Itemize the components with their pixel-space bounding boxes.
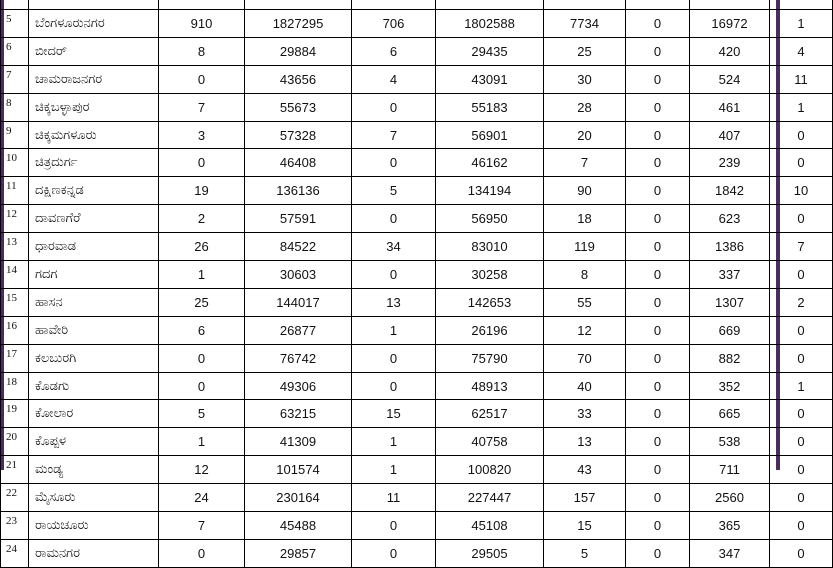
cell-district: ಕೊಡಗು — [29, 372, 159, 400]
cell-district: ರಾಮನಗರ — [29, 539, 159, 567]
cell-c2 — [245, 0, 352, 10]
cell-c4: 26196 — [436, 316, 544, 344]
cell-c3: 0 — [352, 372, 436, 400]
table-row — [1, 344, 833, 372]
cell-c3: 5 — [352, 177, 436, 205]
cell-c5: 8 — [544, 261, 626, 289]
table-row — [1, 428, 833, 456]
cell-c4: 45108 — [436, 512, 544, 540]
cell-c3: 13 — [352, 288, 436, 316]
cell-c3: 15 — [352, 400, 436, 428]
table-row — [1, 539, 833, 567]
cell-c4: 75790 — [436, 344, 544, 372]
cell-c6: 0 — [626, 93, 690, 121]
cell-c6: 0 — [626, 484, 690, 512]
cell-sl-no: 24 — [1, 539, 29, 567]
cell-c7: 1386 — [690, 233, 770, 261]
table-row — [1, 316, 833, 344]
cell-c5: 18 — [544, 205, 626, 233]
cell-c4: 142653 — [436, 288, 544, 316]
cell-c5: 25 — [544, 37, 626, 65]
cell-district: ಕಲಬುರಗಿ — [29, 344, 159, 372]
cell-c1: 5 — [159, 400, 245, 428]
cell-c5: 157 — [544, 484, 626, 512]
cell-district: ಕೊಪ್ಪಳ — [29, 428, 159, 456]
cell-c3 — [352, 0, 436, 10]
cell-c1: 6 — [159, 316, 245, 344]
cell-c5: 90 — [544, 177, 626, 205]
cell-c6: 0 — [626, 261, 690, 289]
cell-c6: 0 — [626, 539, 690, 567]
cell-c5: 28 — [544, 93, 626, 121]
table-row — [1, 93, 833, 121]
cell-c2: 230164 — [245, 484, 352, 512]
cell-c3: 0 — [352, 205, 436, 233]
cell-c8: 2 — [770, 288, 833, 316]
cell-c1: 8 — [159, 37, 245, 65]
cell-c2: 49306 — [245, 372, 352, 400]
cell-c6: 0 — [626, 456, 690, 484]
cell-c2: 57591 — [245, 205, 352, 233]
cell-c4: 62517 — [436, 400, 544, 428]
cell-c7: 461 — [690, 93, 770, 121]
cell-c5: 7734 — [544, 10, 626, 38]
cell-c5: 20 — [544, 121, 626, 149]
cell-district: ಚಿಕ್ಕಮಗಳೂರು — [29, 121, 159, 149]
cell-c7: 16972 — [690, 10, 770, 38]
cell-c1: 0 — [159, 344, 245, 372]
cell-sl-no: 17 — [1, 344, 29, 372]
cell-c7: 669 — [690, 316, 770, 344]
cell-c4: 55183 — [436, 93, 544, 121]
table-row — [1, 456, 833, 484]
cell-sl-no: 12 — [1, 205, 29, 233]
cell-sl-no: 14 — [1, 261, 29, 289]
table-row — [1, 205, 833, 233]
cell-c3: 7 — [352, 121, 436, 149]
cell-c4: 30258 — [436, 261, 544, 289]
cell-c4: 43091 — [436, 65, 544, 93]
cell-c8: 4 — [770, 37, 833, 65]
cell-c1: 7 — [159, 93, 245, 121]
cell-c1: 12 — [159, 456, 245, 484]
cell-c4: 100820 — [436, 456, 544, 484]
cell-c1: 0 — [159, 149, 245, 177]
cell-c7: 347 — [690, 539, 770, 567]
cell-c1: 25 — [159, 288, 245, 316]
cell-c6: 0 — [626, 205, 690, 233]
cell-district: ಕೋಲಾರ — [29, 400, 159, 428]
cell-c8: 0 — [770, 205, 833, 233]
cell-c5: 7 — [544, 149, 626, 177]
cell-sl-no: 19 — [1, 400, 29, 428]
cell-district: ದಕ್ಷಿಣಕನ್ನಡ — [29, 177, 159, 205]
cell-c2: 43656 — [245, 65, 352, 93]
cell-c3: 34 — [352, 233, 436, 261]
table-row — [1, 484, 833, 512]
cell-c1: 24 — [159, 484, 245, 512]
cell-c2: 57328 — [245, 121, 352, 149]
cell-c8: 0 — [770, 344, 833, 372]
cell-c4 — [436, 0, 544, 10]
cell-c6: 0 — [626, 177, 690, 205]
cell-c3: 706 — [352, 10, 436, 38]
cell-c8: 0 — [770, 400, 833, 428]
cell-sl-no: 6 — [1, 37, 29, 65]
cell-c1: 910 — [159, 10, 245, 38]
cell-c5: 70 — [544, 344, 626, 372]
cell-c7: 1842 — [690, 177, 770, 205]
cell-c7: 352 — [690, 372, 770, 400]
cell-c7: 524 — [690, 65, 770, 93]
cell-c7: 420 — [690, 37, 770, 65]
cell-sl-no: 5 — [1, 10, 29, 38]
cell-c1: 0 — [159, 65, 245, 93]
cell-c2: 136136 — [245, 177, 352, 205]
cell-district: ಹಾಸನ — [29, 288, 159, 316]
cell-c2: 144017 — [245, 288, 352, 316]
cell-c4: 56901 — [436, 121, 544, 149]
cell-c8: 0 — [770, 121, 833, 149]
cell-c2: 46408 — [245, 149, 352, 177]
table-body — [1, 0, 833, 567]
cell-c2: 55673 — [245, 93, 352, 121]
cell-c1: 1 — [159, 428, 245, 456]
cell-c4: 40758 — [436, 428, 544, 456]
cell-c5: 40 — [544, 372, 626, 400]
cell-c4: 83010 — [436, 233, 544, 261]
cell-c8: 0 — [770, 456, 833, 484]
cell-c1 — [159, 0, 245, 10]
cell-sl-no: 18 — [1, 372, 29, 400]
cell-c7: 711 — [690, 456, 770, 484]
cell-sl-no: 21 — [1, 456, 29, 484]
cell-c8: 11 — [770, 65, 833, 93]
cell-c7: 365 — [690, 512, 770, 540]
cell-c6: 0 — [626, 233, 690, 261]
cell-c2: 84522 — [245, 233, 352, 261]
cell-c3: 1 — [352, 456, 436, 484]
cell-c2: 26877 — [245, 316, 352, 344]
cell-c6: 0 — [626, 121, 690, 149]
cell-c2: 76742 — [245, 344, 352, 372]
cell-c2: 41309 — [245, 428, 352, 456]
table-row — [1, 121, 833, 149]
cell-c6: 0 — [626, 372, 690, 400]
cell-district: ದಾವಣಗೆರೆ — [29, 205, 159, 233]
table-row — [1, 233, 833, 261]
cell-c7: 239 — [690, 149, 770, 177]
cell-c8: 1 — [770, 372, 833, 400]
cell-c3: 0 — [352, 149, 436, 177]
cell-c8: 0 — [770, 149, 833, 177]
cell-c8: 0 — [770, 316, 833, 344]
cell-c4: 29435 — [436, 37, 544, 65]
cell-district: ಗದಗ — [29, 261, 159, 289]
cell-c1: 19 — [159, 177, 245, 205]
cell-c7: 623 — [690, 205, 770, 233]
table-row — [1, 65, 833, 93]
table-row — [1, 10, 833, 38]
table-row — [1, 149, 833, 177]
cell-c4: 1802588 — [436, 10, 544, 38]
cell-c8: 0 — [770, 484, 833, 512]
cell-district: ಮಂಡ್ಯ — [29, 456, 159, 484]
cell-sl-no: 22 — [1, 484, 29, 512]
cell-c6: 0 — [626, 37, 690, 65]
cell-c7: 407 — [690, 121, 770, 149]
cell-sl-no: 13 — [1, 233, 29, 261]
table-row — [1, 261, 833, 289]
cell-c6: 0 — [626, 288, 690, 316]
cell-c3: 0 — [352, 261, 436, 289]
cell-sl-no: 16 — [1, 316, 29, 344]
table-row-partial-top — [1, 0, 833, 10]
cell-c2: 30603 — [245, 261, 352, 289]
cell-c5: 5 — [544, 539, 626, 567]
cell-c8: 1 — [770, 10, 833, 38]
cell-c2: 29857 — [245, 539, 352, 567]
cell-c6: 0 — [626, 10, 690, 38]
cell-c7: 1307 — [690, 288, 770, 316]
cell-c4: 56950 — [436, 205, 544, 233]
cell-c6: 0 — [626, 65, 690, 93]
cell-c1: 26 — [159, 233, 245, 261]
cell-c2: 29884 — [245, 37, 352, 65]
cell-district — [29, 0, 159, 10]
cell-c6: 0 — [626, 344, 690, 372]
cell-sl-no — [1, 0, 29, 10]
cell-district: ಚಿತ್ರದುರ್ಗ — [29, 149, 159, 177]
cell-c7 — [690, 0, 770, 10]
cell-c4: 48913 — [436, 372, 544, 400]
cell-district: ಚಿಕ್ಕಬಳ್ಳಾಪುರ — [29, 93, 159, 121]
cell-c7: 665 — [690, 400, 770, 428]
cell-c4: 227447 — [436, 484, 544, 512]
table-row — [1, 372, 833, 400]
cell-c3: 11 — [352, 484, 436, 512]
cell-c1: 7 — [159, 512, 245, 540]
cell-c2: 63215 — [245, 400, 352, 428]
cell-district: ಬೆಂಗಳೂರುನಗರ — [29, 10, 159, 38]
cell-district: ಬೀದರ್ — [29, 37, 159, 65]
cell-c6: 0 — [626, 512, 690, 540]
cell-c4: 29505 — [436, 539, 544, 567]
cell-c3: 1 — [352, 428, 436, 456]
cell-c3: 0 — [352, 344, 436, 372]
cell-c5: 30 — [544, 65, 626, 93]
cell-district: ಧಾರವಾಡ — [29, 233, 159, 261]
cell-c8 — [770, 0, 833, 10]
cell-c2: 45488 — [245, 512, 352, 540]
cell-c1: 2 — [159, 205, 245, 233]
cell-c5: 55 — [544, 288, 626, 316]
table-row — [1, 177, 833, 205]
table-row — [1, 37, 833, 65]
cell-c7: 2560 — [690, 484, 770, 512]
cell-sl-no: 20 — [1, 428, 29, 456]
cell-c8: 1 — [770, 93, 833, 121]
cell-c8: 10 — [770, 177, 833, 205]
cell-c7: 538 — [690, 428, 770, 456]
cell-c5: 43 — [544, 456, 626, 484]
cell-c6: 0 — [626, 400, 690, 428]
cell-c1: 0 — [159, 539, 245, 567]
cell-sl-no: 11 — [1, 177, 29, 205]
cell-c1: 0 — [159, 372, 245, 400]
cell-c7: 882 — [690, 344, 770, 372]
table-row — [1, 288, 833, 316]
cell-c1: 1 — [159, 261, 245, 289]
cell-c8: 0 — [770, 428, 833, 456]
cell-c5: 13 — [544, 428, 626, 456]
cell-district: ಹಾವೇರಿ — [29, 316, 159, 344]
cell-c6: 0 — [626, 428, 690, 456]
cell-sl-no: 9 — [1, 121, 29, 149]
cell-c3: 4 — [352, 65, 436, 93]
cell-c2: 1827295 — [245, 10, 352, 38]
cell-sl-no: 23 — [1, 512, 29, 540]
cell-c8: 0 — [770, 539, 833, 567]
cell-c3: 1 — [352, 316, 436, 344]
cell-c2: 101574 — [245, 456, 352, 484]
cell-c5: 33 — [544, 400, 626, 428]
cell-c3: 0 — [352, 93, 436, 121]
cell-sl-no: 8 — [1, 93, 29, 121]
table-row — [1, 512, 833, 540]
cell-c8: 7 — [770, 233, 833, 261]
cell-c8: 0 — [770, 261, 833, 289]
cell-c3: 6 — [352, 37, 436, 65]
cell-c4: 134194 — [436, 177, 544, 205]
cell-district: ಚಾಮರಾಜನಗರ — [29, 65, 159, 93]
cell-c1: 3 — [159, 121, 245, 149]
cell-sl-no: 10 — [1, 149, 29, 177]
cell-c3: 0 — [352, 512, 436, 540]
cell-district: ಮೈಸೂರು — [29, 484, 159, 512]
cell-c4: 46162 — [436, 149, 544, 177]
cell-sl-no: 15 — [1, 288, 29, 316]
cell-c7: 337 — [690, 261, 770, 289]
cell-c8: 0 — [770, 512, 833, 540]
cell-sl-no: 7 — [1, 65, 29, 93]
cell-c5 — [544, 0, 626, 10]
cell-district: ರಾಯಚೂರು — [29, 512, 159, 540]
cell-c5: 12 — [544, 316, 626, 344]
cell-c6 — [626, 0, 690, 10]
table-row — [1, 400, 833, 428]
cell-c5: 15 — [544, 512, 626, 540]
cell-c5: 119 — [544, 233, 626, 261]
cell-c6: 0 — [626, 149, 690, 177]
cell-c3: 0 — [352, 539, 436, 567]
cell-c6: 0 — [626, 316, 690, 344]
